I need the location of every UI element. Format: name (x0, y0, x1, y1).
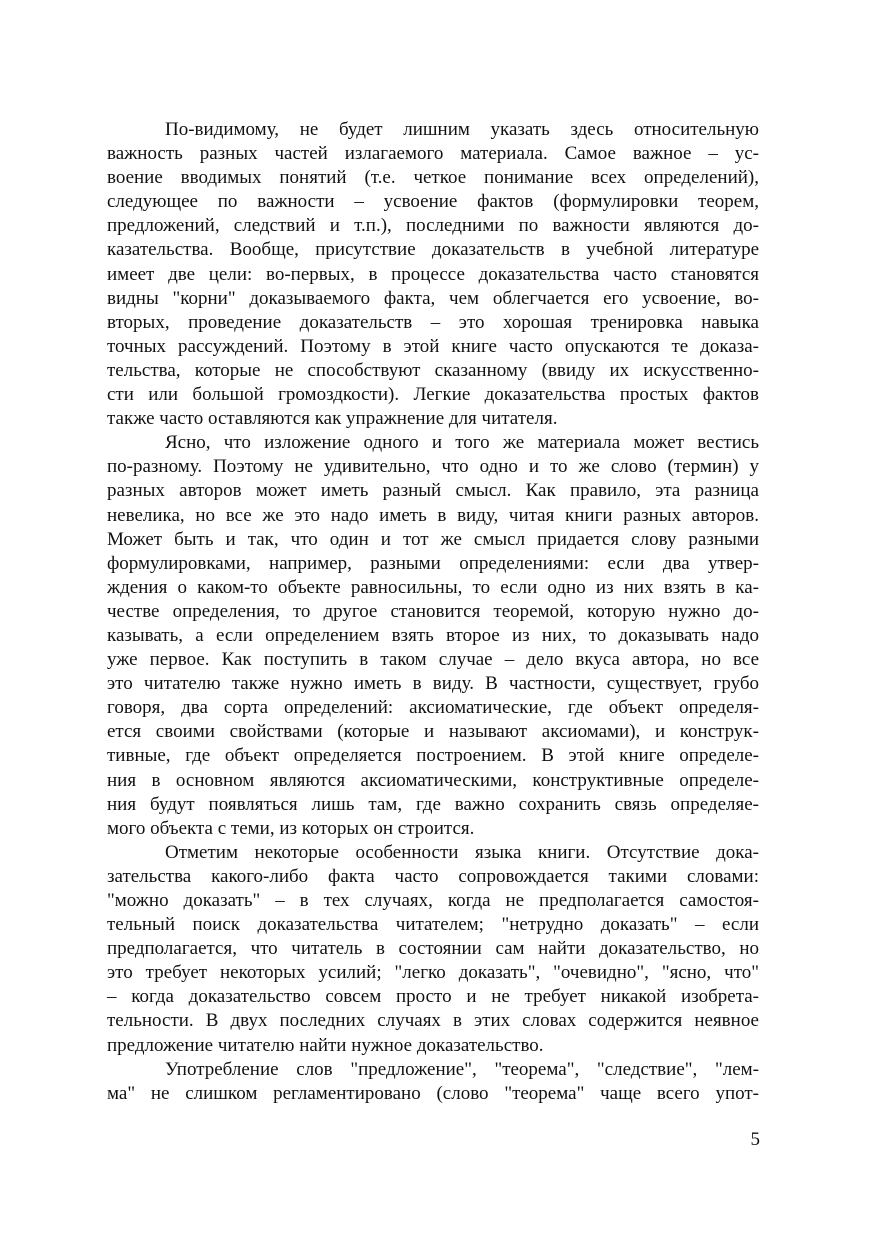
text-line: формулировками, например, разными определениями: если два утвер- (107, 552, 759, 574)
text-line: невелика, но все же это надо иметь в виду, читая книги разных авторов. (107, 504, 759, 526)
paragraph-1 (107, 118, 759, 431)
text-line: мого объекта с теми, из которых он строится. (107, 817, 475, 839)
text-line: тельности. В двух последних случаях в этих словах содержится неявное (107, 1010, 759, 1032)
text-line: воение вводимых понятий (т.е. четкое понимание всех определений), (107, 167, 759, 189)
text-line: казательства. Вообще, присутствие доказательств в учебной литературе (107, 239, 759, 261)
text-line: "можно доказать" – в тех случаях, когда не предполагается самостоя- (107, 890, 759, 911)
text-line: следующее по важности – усвоение фактов (формулировки теорем, (107, 191, 759, 213)
text-line: важность разных частей излагаемого материала. Самое важное – ус- (107, 143, 759, 165)
text-line: зательства какого-либо факта часто сопровождается такими словами: (107, 865, 759, 887)
paragraph-4 (107, 1058, 759, 1106)
text-line: также часто оставляются как упражнение для читателя. (107, 408, 558, 430)
text-line: ждения о каком-то объекте равносильны, то если одно из них взять в ка- (107, 576, 759, 598)
text-line: тивные, где объект определяется построением. В этой книге определе- (107, 745, 759, 767)
text-line: тельный поиск доказательства читателем; "нетрудно доказать" – если (107, 914, 759, 936)
text-line: предполагается, что читатель в состоянии сам найти доказательство, но (107, 938, 759, 960)
text-line: – когда доказательство совсем просто и не требует никакой изобрета- (107, 986, 759, 1008)
text-line: Употребление слов "предложение", "теорема", "следствие", "лем- (165, 1058, 759, 1080)
text-line: вторых, проведение доказательств – это хорошая тренировка навыка (107, 311, 759, 333)
text-line: по-разному. Поэтому не удивительно, что одно и то же слово (термин) у (107, 456, 759, 478)
text-line: говоря, два сорта определений: аксиоматические, где объект определя- (107, 697, 759, 719)
text-line: имеет две цели: во-первых, в процессе доказательства часто становятся (107, 263, 759, 285)
text-line: уже первое. Как поступить в таком случае – дело вкуса автора, но все (107, 649, 759, 671)
text-line: точных рассуждений. Поэтому в этой книге часто опускаются те доказа- (107, 335, 759, 357)
text-line: это читателю также нужно иметь в виду. В частности, существует, грубо (107, 673, 759, 695)
body-text (107, 118, 759, 1106)
text-line: ется своими свойствами (которые и называют аксиомами), и конструк- (107, 721, 759, 743)
text-line: По-видимому, не будет лишним указать здесь относительную (165, 119, 759, 140)
text-line: предложений, следствий и т.п.), последними по важности являются до- (107, 215, 759, 237)
text-line: Ясно, что изложение одного и того же материала может вестись (165, 432, 759, 454)
text-line: сти или большой громоздкости). Легкие доказательства простых фактов (107, 384, 759, 406)
text-line: казывать, а если определением взять второе из них, то доказывать надо (107, 624, 759, 646)
paragraph-3 (107, 841, 759, 1058)
text-line: это требует некоторых усилий; "легко доказать", "очевидно", "ясно, что" (107, 962, 759, 984)
text-line: Может быть и так, что один и тот же смысл придается слову разными (107, 528, 759, 550)
text-line: видны "корни" доказываемого факта, чем облегчается его усвоение, во- (107, 287, 759, 309)
paragraph-2 (107, 431, 759, 841)
text-line: тельства, которые не способствуют сказанному (ввиду их искусственно- (107, 359, 759, 381)
page-number: 5 (750, 1129, 760, 1150)
text-line: разных авторов может иметь разный смысл. Как правило, эта разница (107, 480, 759, 502)
text-line: честве определения, то другое становится теоремой, которую нужно до- (107, 600, 759, 622)
text-line: ния в основном являются аксиоматическими, конструктивные определе- (107, 769, 759, 791)
text-line: ма" не слишком регламентировано (слово "теорема" чаще всего упот- (107, 1082, 759, 1104)
text-line: ния будут появляться лишь там, где важно сохранить связь определяе- (107, 793, 759, 815)
text-line: предложение читателю найти нужное доказательство. (107, 1034, 544, 1056)
text-line: Отметим некоторые особенности языка книги. Отсутствие дока- (165, 841, 759, 863)
